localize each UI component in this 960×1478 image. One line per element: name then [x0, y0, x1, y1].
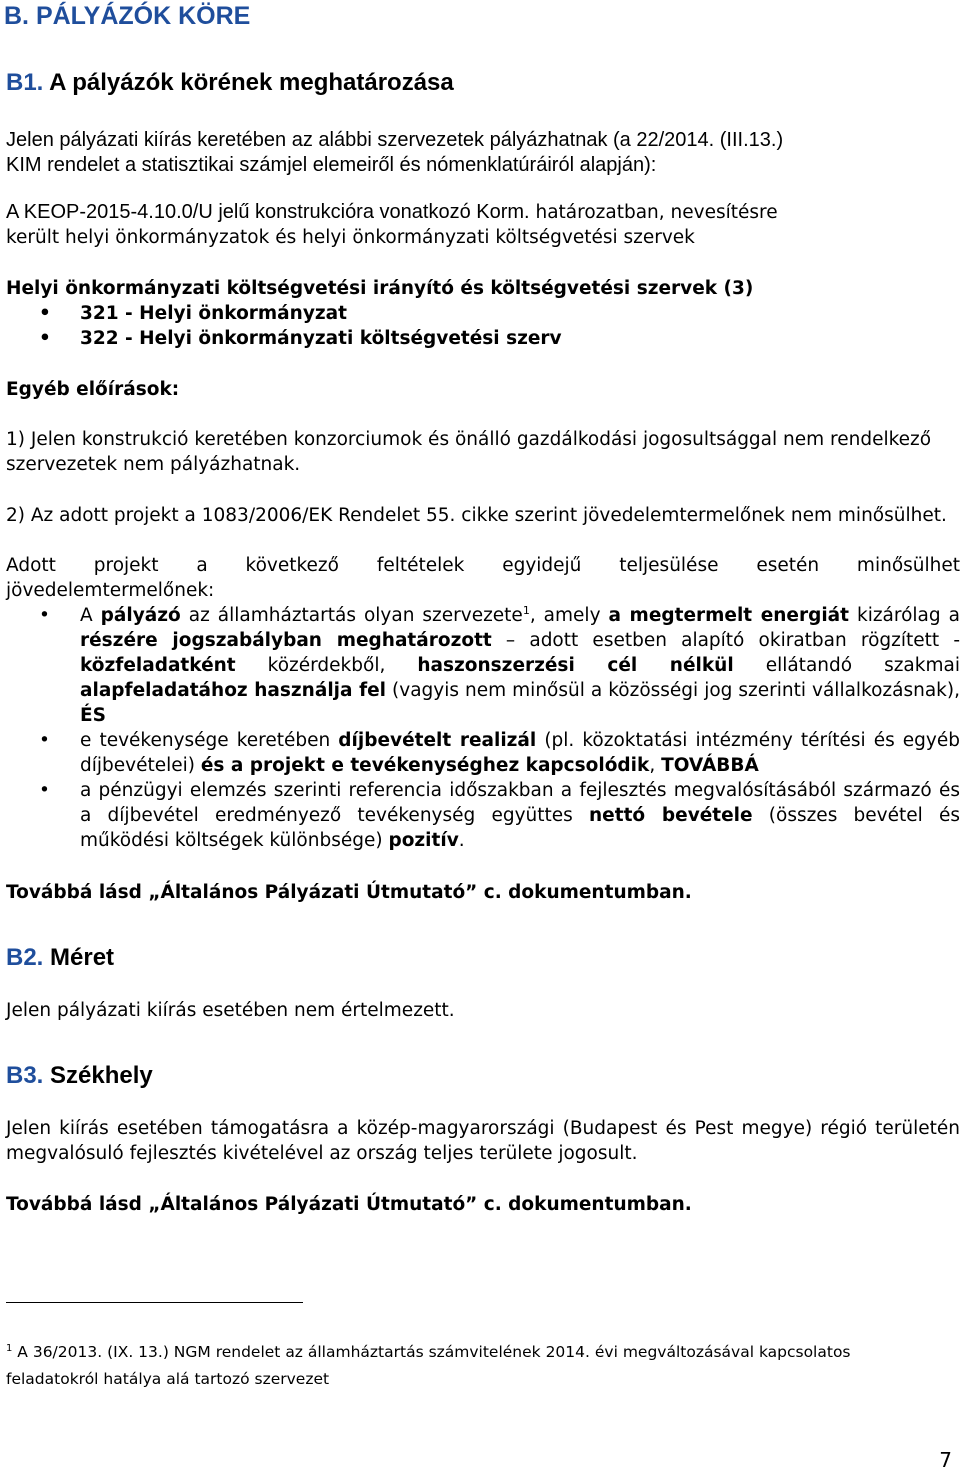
- c1-t2: az államháztartás olyan szervezete: [180, 605, 523, 626]
- condition-item-2: [6, 728, 960, 778]
- condition-intro: [6, 553, 960, 603]
- c3-b1: nettó bevétele: [589, 805, 753, 826]
- c1-t5: – adott esetben alapító okiratban rögzített -: [491, 630, 960, 651]
- c1-b2: a megtermelt energiát: [608, 605, 849, 626]
- group-heading: Helyi önkormányzati költségvetési irányító és költségvetési szervek (3): [6, 278, 754, 299]
- condition-list: [6, 603, 960, 853]
- b2-heading-title: Méret: [50, 944, 115, 971]
- b1-see-also: Továbbá lásd „Általános Pályázati Útmutató” c. dokumentumban.: [6, 882, 692, 903]
- c3-b2: pozitív: [388, 830, 459, 851]
- b1-heading: [6, 68, 454, 98]
- c3-t3: .: [458, 830, 465, 851]
- b2-heading-number: B2.: [6, 944, 44, 971]
- b3-heading: [6, 1061, 153, 1091]
- footnote-separator: [6, 1302, 303, 1303]
- c1-b1: pályázó: [100, 605, 181, 626]
- b1-intro-line1: Jelen pályázati kiírás keretében az alábbi szervezetek pályázhatnak (a 22/2014. (III.13.): [6, 129, 784, 151]
- keop-text-a: A KEOP-2015-4.10.0/U jelű konstrukcióra vonatkozó Korm.: [6, 201, 530, 223]
- b3-heading-title: Székhely: [50, 1062, 153, 1089]
- c2-t2: (pl. közoktatási intézmény térítési és egyéb díjbevételei): [80, 730, 960, 776]
- list-item: • 322 - Helyi önkormányzati költségvetési szerv: [6, 326, 960, 351]
- b3-see-also: Továbbá lásd „Általános Pályázati Útmutató” c. dokumentumban.: [6, 1194, 692, 1215]
- rule-1: 1) Jelen konstrukció keretében konzorciumok és önálló gazdálkodási jogosultsággal nem rendelkező szervezetek nem pályázhatnak.: [6, 429, 932, 475]
- c1-t8: (vagyis nem minősül a közösségi jog szerinti vállalkozásnak),: [386, 680, 960, 701]
- b2-heading: [6, 943, 114, 973]
- b3-heading-number: B3.: [6, 1062, 44, 1089]
- c1-t6: közérdekből,: [235, 655, 418, 676]
- list-item: • 321 - Helyi önkormányzat: [6, 301, 960, 326]
- c3-t1: a pénzügyi elemzés szerinti referencia időszakban a fejlesztés megvalósításából származó és a díjbevétel eredményező tevékenység együttes: [80, 780, 960, 826]
- section-title-text: B. PÁLYÁZÓK KÖRE: [4, 2, 251, 30]
- c1-b7: ÉS: [80, 705, 106, 726]
- b1-heading-number: B1.: [6, 69, 44, 96]
- c2-t1: e tevékenysége keretében: [80, 730, 339, 751]
- condition-item-3: [6, 778, 960, 853]
- c1-t4: kizárólag a: [849, 605, 960, 626]
- page-number: 7: [939, 1448, 952, 1472]
- keop-text-b: határozatban, nevesítésre: [529, 202, 778, 223]
- footnote-ref[interactable]: 1: [522, 604, 530, 617]
- c1-t7: ellátandó szakmai: [733, 655, 960, 676]
- condition-line2: jövedelemtermelőnek:: [6, 580, 215, 601]
- rule-2: 2) Az adott projekt a 1083/2006/EK Rendelet 55. cikke szerint jövedelemtermelőnek nem minősülhet.: [6, 505, 947, 526]
- section-title: [4, 0, 250, 32]
- footnote-text: A 36/2013. (IX. 13.) NGM rendelet az államháztartás számvitelének 2014. évi megváltozásával kapcsolatos feladatokról hatálya alá tartozó szervezet: [6, 1342, 851, 1388]
- c2-b3: TOVÁBBÁ: [661, 755, 759, 776]
- c1-t3: , amely: [529, 605, 609, 626]
- b1-intro: [6, 128, 960, 178]
- keop-text-c: került helyi önkormányzatok és helyi önkormányzati költségvetési szervek: [6, 227, 695, 248]
- c1-b4: közfeladatként: [80, 655, 236, 676]
- c2-t3: ,: [649, 755, 662, 776]
- footnote: [6, 1339, 926, 1393]
- b2-text: Jelen pályázati kiírás esetében nem értelmezett.: [6, 1000, 455, 1021]
- footnote-mark: 1: [6, 1342, 13, 1354]
- c1-t1: A: [80, 605, 101, 626]
- c2-b2: és a projekt e tevékenységhez kapcsolódik: [200, 755, 650, 776]
- b1-intro-line2: KIM rendelet a statisztikai számjel elemeiről és nómenklatúráiról alapján):: [6, 154, 657, 176]
- group-list: [6, 301, 960, 351]
- condition-item-1: [6, 603, 960, 728]
- other-heading: Egyéb előírások:: [6, 379, 180, 400]
- c1-b5: haszonszerzési cél nélkül: [417, 655, 734, 676]
- c1-b6: alapfeladatához használja fel: [80, 680, 387, 701]
- b3-text: Jelen kiírás esetében támogatásra a közép-magyarországi (Budapest és Pest megye) régió területén megvalósuló fejlesztés kivételével az ország teljes területe jogosult.: [6, 1118, 960, 1164]
- c3-t2: (összes bevétel és működési költségek különbsége): [80, 805, 960, 851]
- condition-line1: Adott projekt a következő feltételek egyidejű teljesülése esetén minősülhet: [6, 555, 960, 576]
- c1-b3: részére jogszabályban meghatározott: [80, 630, 492, 651]
- keop-paragraph: [6, 200, 960, 250]
- c2-b1: díjbevételt realizál: [338, 730, 537, 751]
- b1-heading-title: A pályázók körének meghatározása: [49, 69, 454, 96]
